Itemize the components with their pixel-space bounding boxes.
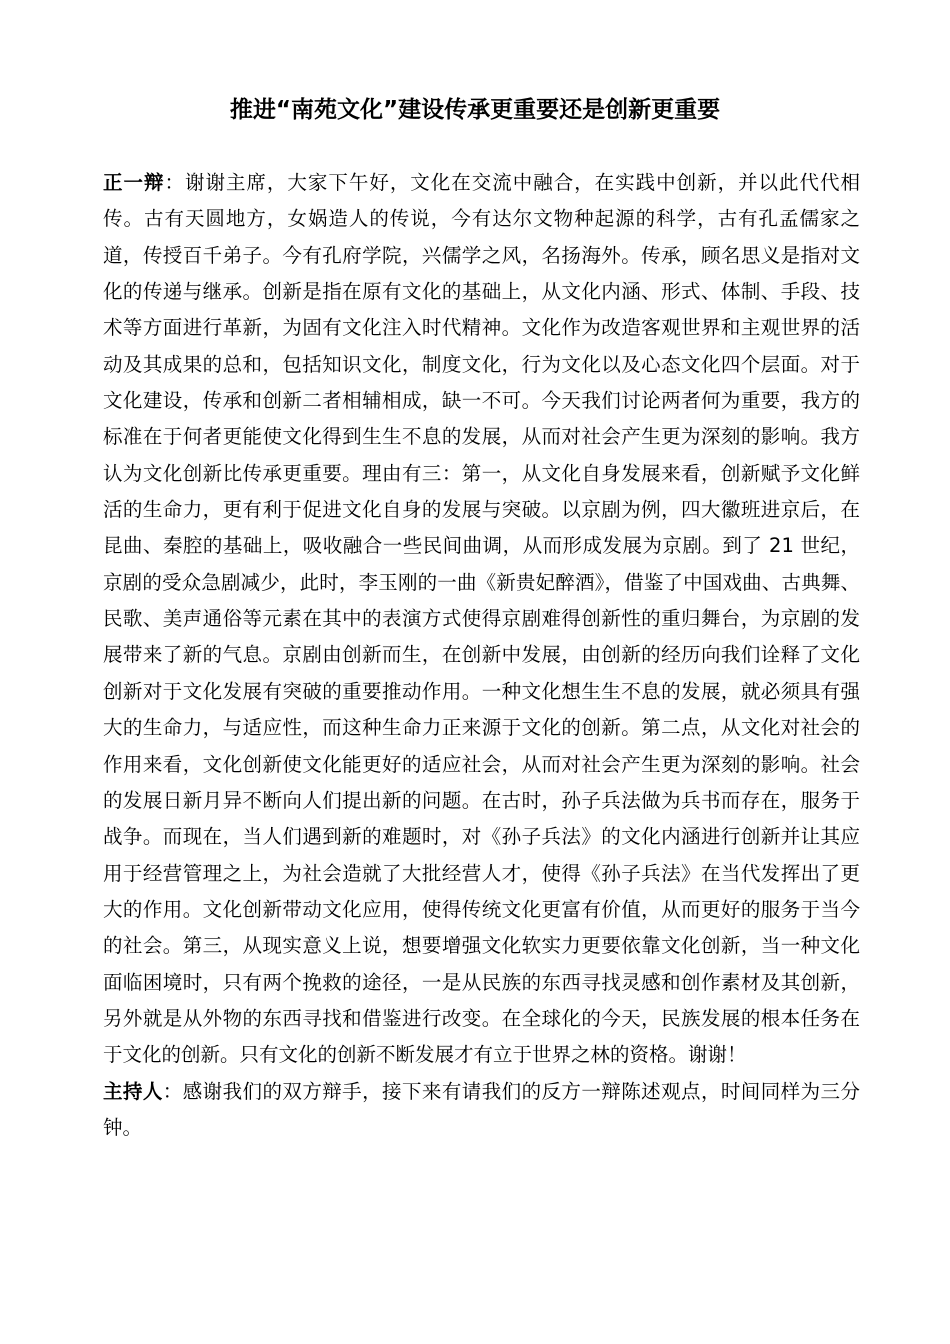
document-title: 推进“南苑文化”建设传承更重要还是创新更重要 xyxy=(229,97,721,123)
paragraph-affirmative-first-speaker xyxy=(103,165,860,1074)
speaker-separator: ： xyxy=(162,1079,183,1103)
speaker-label: 正一辩 xyxy=(103,171,165,194)
speaker-label: 主持人 xyxy=(103,1079,163,1103)
paragraph-text: 感谢我们的双方辩手，接下来有请我们的反方一辩陈述观点，时间同样为三分钟。 xyxy=(103,1079,860,1139)
document-body xyxy=(103,165,860,1146)
paragraph-host xyxy=(103,1074,860,1147)
speaker-separator: ： xyxy=(164,171,185,194)
paragraph-text: 谢谢主席，大家下午好，文化在交流中融合，在实践中创新，并以此代代相传。古有天圆地方，女娲造人的传说，今有达尔文物种起源的科学，古有孔孟儒家之道，传授百千弟子。今有孔府学院，兴儒学之风，名扬海外。传承，顾名思义是指对文化的传递与继承。创新是指在原有文化的基础上，从文化内涵、形式、体制、手段、技术等方面进行革新，为固有文化注入时代精神。文化作为改造客观世界和主观世界的活动及其成果的总和，包括知识文化，制度文化，行为文化以及心态文化四个层面。对于文化建设，传承和创新二者相辅相成，缺一不可。今天我们讨论两者何为重要，我方的标准在于何者更能使文化得到生生不息的发展，从而对社会产生更为深刻的影响。我方认为文化创新比传承更重要。理由有三：第一，从文化自身发展来看，创新赋予文化鲜活的生命力，更有利于促进文化自身的发展与突破。以京剧为例，四大徽班进京后，在昆曲、秦腔的基础上，吸收融合一些民间曲调，从而形成发展为京剧。到了 21 世纪，京剧的受众急剧减少，此时，李玉刚的一曲《新贵妃醉酒》，借鉴了中国戏曲、古典舞、民歌、美声通俗等元素在其中的表演方式使得京剧难得创新性的重归舞台，为京剧的发展带来了新的气息。京剧由创新而生，在创新中发展，由创新的经历向我们诠释了文化创新对于文化发展有突破的重要推动作用。一种文化想生生不息的发展，就必须具有强大的生命力，与适应性，而这种生命力正来源于文化的创新。第二点，从文化对社会的作用来看，文化创新使文化能更好的适应社会，从而对社会产生更为深刻的影响。社会的发展日新月异不断向人们提出新的问题。在古时，孙子兵法做为兵书而存在，服务于战争。而现在，当人们遇到新的难题时，对《孙子兵法》的文化内涵进行创新并让其应用于经营管理之上，为社会造就了大批经营人才，使得《孙子兵法》在当代发挥出了更大的作用。文化创新带动文化应用，使得传统文化更富有价值，从而更好的服务于当今的社会。第三，从现实意义上说，想要增强文化软实力更要依靠文化创新，当一种文化面临困境时，只有两个挽救的途径，一是从民族的东西寻找灵感和创作素材及其创新，另外就是从外物的东西寻找和借鉴进行改变。在全球化的今天，民族发展的根本任务在于文化的创新。只有文化的创新不断发展才有立于世界之林的资格。谢谢！ xyxy=(103,171,860,1067)
